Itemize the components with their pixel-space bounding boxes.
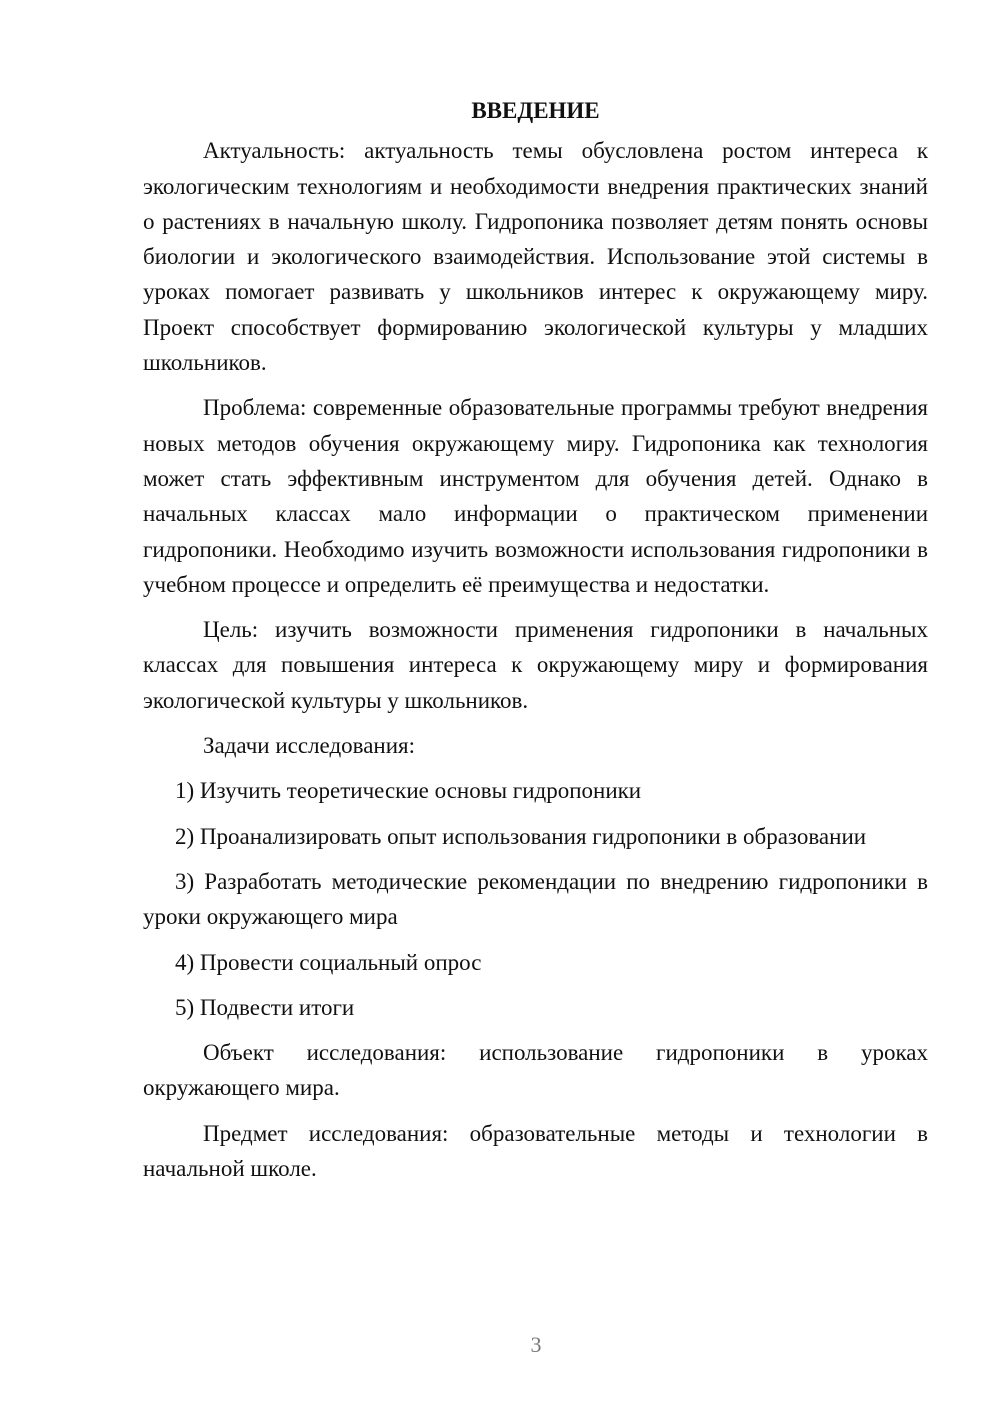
goal-paragraph: Цель: изучить возможности применения гидропоники в начальных классах для повышения интереса к окружающему миру и формирования экологической культуры у школьников. [143,617,928,713]
object-paragraph: Объект исследования: использование гидропоники в уроках окружающего мира. [143,1040,928,1101]
problem-paragraph: Проблема: современные образовательные программы требуют внедрения новых методов обучения окружающему миру. Гидропоника как технология может стать эффективным инструментом для обучения детей. Однако в начальных классах мало информации о практическом применении гидропоники. Необходимо изучить возможности использования гидропоники в учебном процессе и определить её преимущества и недостатки. [143,395,928,597]
subject-paragraph: Предмет исследования: образовательные методы и технологии в начальной школе. [143,1120,928,1182]
page-number: 3 [530,1332,542,1357]
tasks-heading: Задачи исследования: [203,733,416,759]
relevance-paragraph: Актуальность: актуальность темы обусловлена ростом интереса к экологическим технологиям и необходимости внедрения практических знаний о растениях в начальную школу. Гидропоника позволяет детям понять основы биологии и экологического взаимодействия. Использование этой системы в уроках помогает развивать у школьников интерес к окружающему миру. Проект способствует формированию экологической культуры у младших школьников. [143,138,928,376]
task-item-1: 1) Изучить теоретические основы гидропоники [175,778,642,804]
task-item-2: 2) Проанализировать опыт использования гидропоники в образовании [175,823,867,849]
task-item-3: 3) Разработать методические рекомендации по внедрению гидропоники в уроки окружающего мира [143,868,928,930]
task-item-4: 4) Провести социальный опрос [175,949,482,975]
page-content [143,93,928,1196]
task-item-5: 5) Подвести итоги [175,994,355,1020]
page-title: ВВЕДЕНИЕ [471,98,600,123]
